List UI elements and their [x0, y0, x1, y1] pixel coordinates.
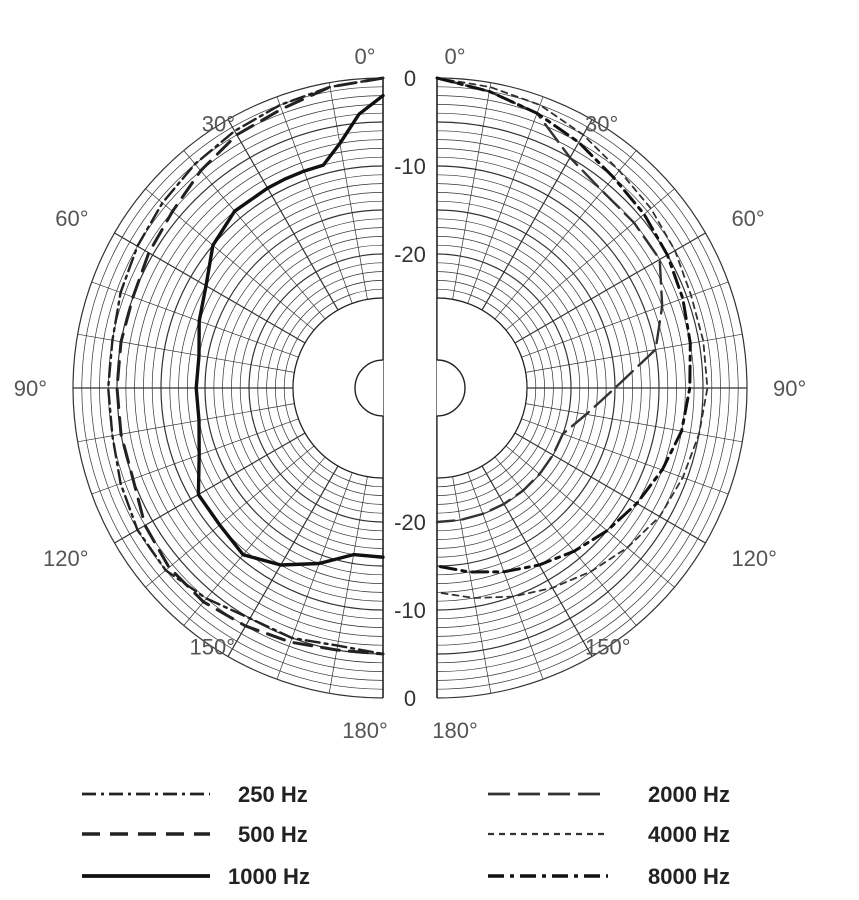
angle-label: 90° — [13, 376, 47, 401]
angle-label: 30° — [585, 111, 619, 137]
angle-label: 150° — [189, 634, 235, 660]
legend-label: 8000 Hz — [648, 864, 730, 889]
angle-label: 0° — [354, 44, 376, 69]
legend-label: 500 Hz — [238, 822, 308, 847]
right-half-grid — [437, 78, 747, 698]
legend-label: 250 Hz — [238, 782, 308, 807]
grid-spoke — [146, 189, 315, 330]
angle-label: 30° — [201, 111, 235, 137]
legend-label: 1000 Hz — [228, 864, 310, 889]
angle-label: 90° — [773, 376, 807, 401]
angle-label: 180° — [432, 718, 478, 743]
grid-spoke — [506, 446, 675, 587]
angle-label: 60° — [731, 206, 765, 231]
angle-label: 180° — [342, 718, 388, 743]
db-tick-label: 0 — [403, 686, 417, 711]
db-tick-label: 0 — [403, 66, 417, 91]
db-tick-label: -20 — [394, 242, 426, 267]
grid-spoke — [506, 189, 675, 330]
legend-label: 4000 Hz — [648, 822, 730, 847]
angle-label: 60° — [55, 206, 89, 231]
legend-label: 2000 Hz — [648, 782, 730, 807]
angle-label: 120° — [43, 546, 89, 571]
angle-label: 150° — [585, 634, 631, 660]
grid-spoke — [495, 457, 636, 626]
legend — [82, 782, 730, 889]
grid-spoke — [184, 457, 325, 626]
grid-spoke — [495, 151, 636, 320]
db-tick-label: -10 — [394, 154, 426, 179]
angle-label: 120° — [731, 546, 777, 571]
left-half-grid — [73, 68, 436, 708]
angle-label: 0° — [444, 44, 466, 69]
db-tick-label: -20 — [394, 510, 426, 535]
db-tick-label: -10 — [394, 598, 426, 623]
